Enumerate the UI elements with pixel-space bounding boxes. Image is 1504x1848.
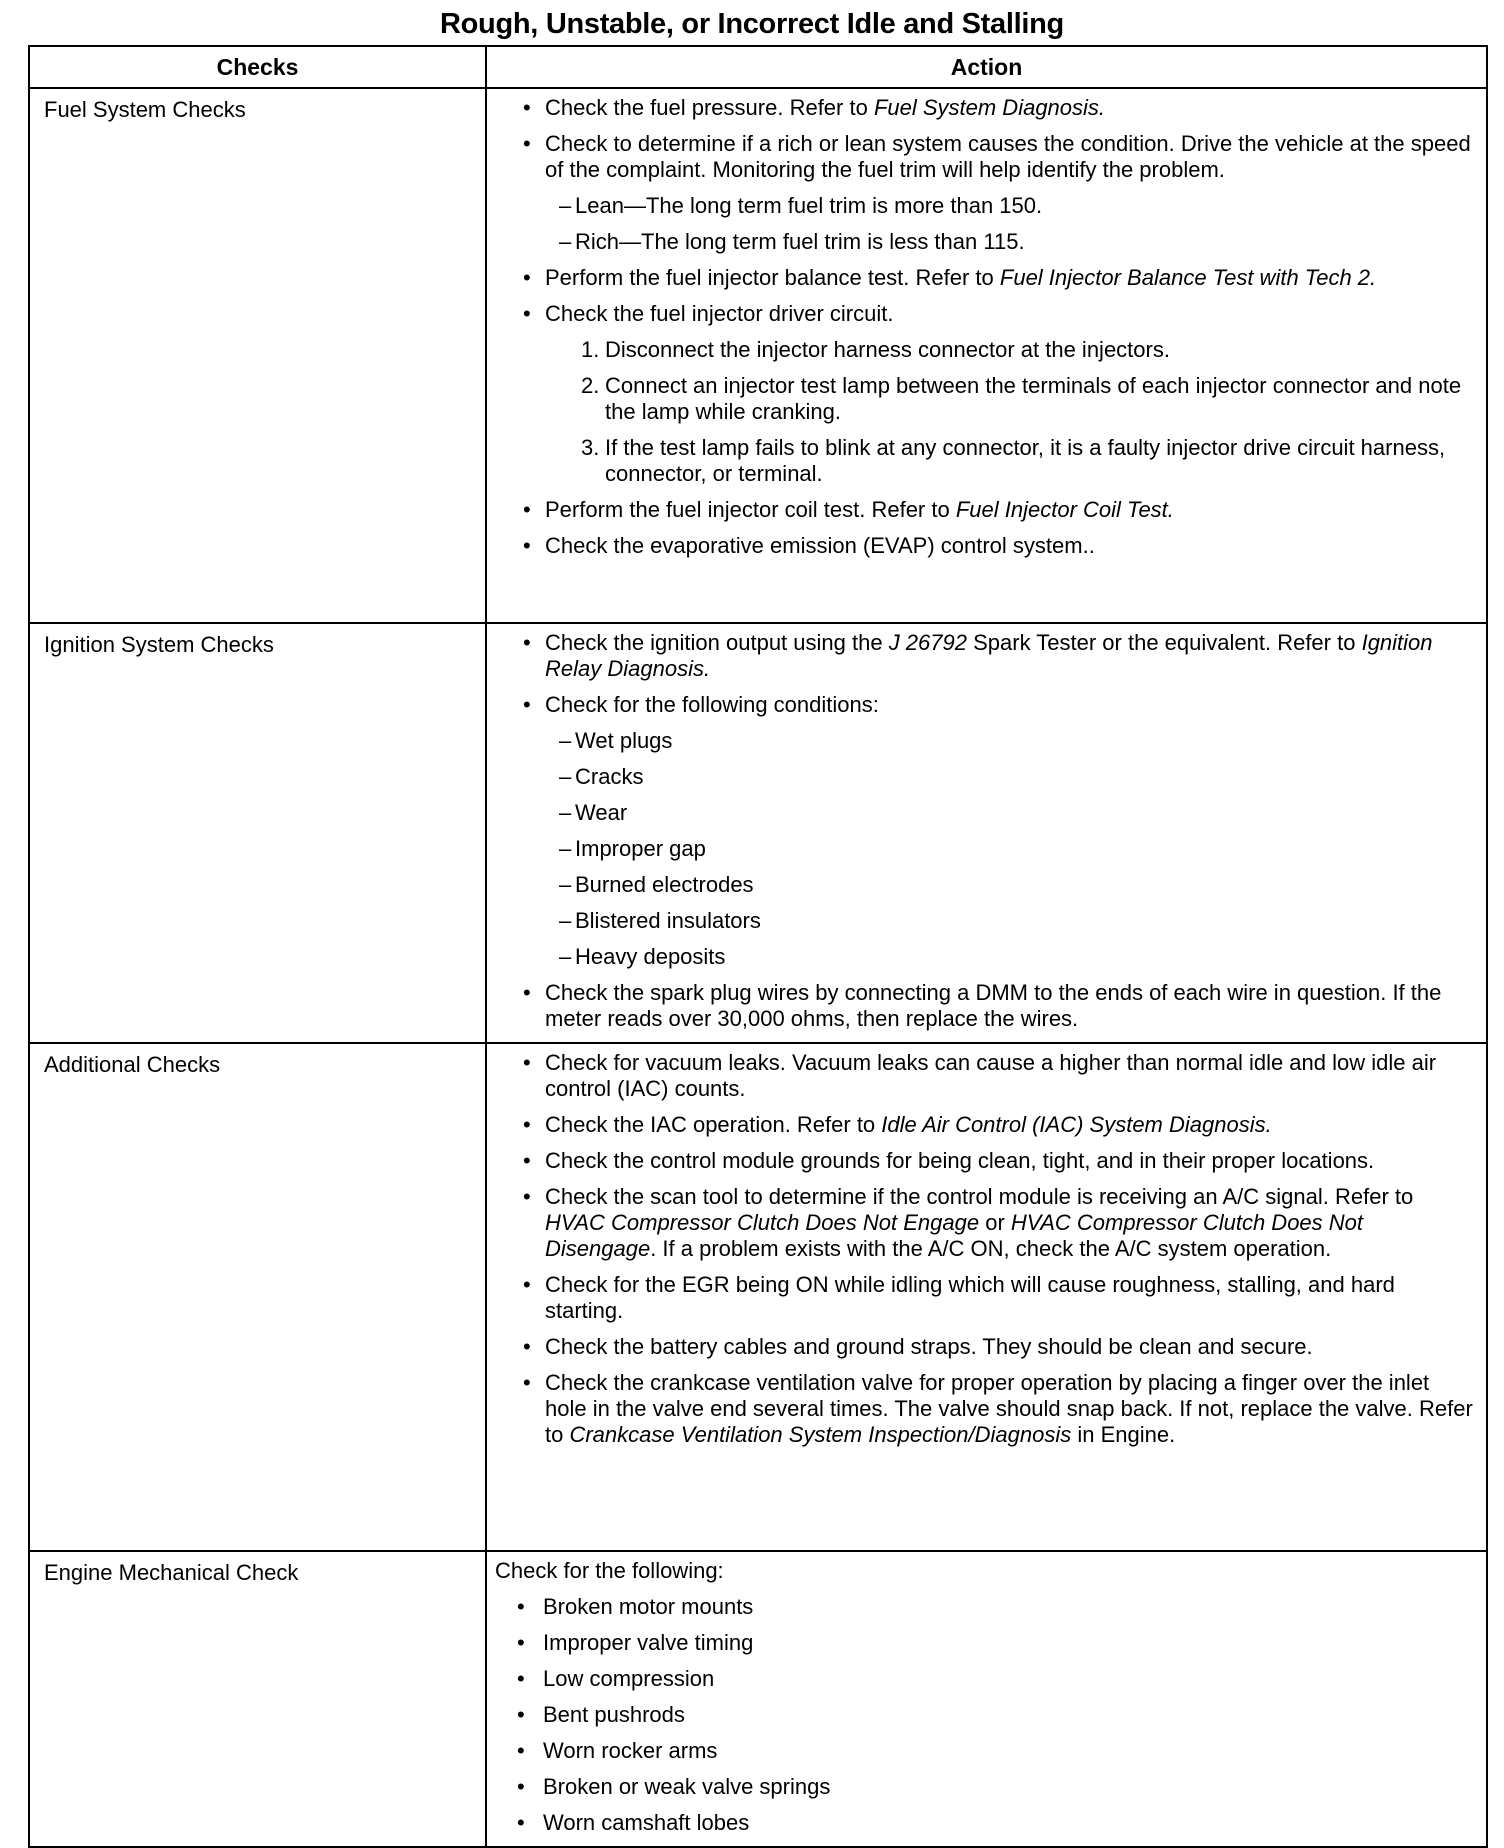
action-cell	[486, 623, 1487, 1043]
item-text: Connect an injector test lamp between the terminals of each injector connector and note the lamp while cranking.	[605, 373, 1462, 424]
list-item	[487, 692, 1476, 718]
list-item	[487, 193, 1476, 219]
reference-text: HVAC Compressor Clutch Does Not Disengage	[545, 1210, 1364, 1261]
reference-text: Idle Air Control (IAC) System Diagnosis.	[881, 1112, 1272, 1137]
item-text: Check the IAC operation. Refer to	[545, 1112, 882, 1137]
check-category: Additional Checks	[29, 1043, 486, 1551]
item-text: Check for the following:	[495, 1558, 724, 1583]
list-item	[487, 497, 1476, 523]
list-item	[487, 800, 1476, 826]
item-text: Check for the EGR being ON while idling which will cause roughness, stalling, and hard starting.	[545, 1272, 1395, 1323]
item-text: Check the crankcase ventilation valve for proper operation by placing a finger over the inlet hole in the valve end several times. The valve should snap back. If not, replace the valve. Refer to	[545, 1370, 1473, 1447]
list-item	[487, 630, 1476, 682]
list-marker: –	[559, 836, 572, 861]
item-text: Check to determine if a rich or lean system causes the condition. Drive the vehicle at the speed of the complaint. Monitoring the fuel trim will help identify the problem.	[545, 131, 1471, 182]
item-text: Improper gap	[575, 836, 706, 861]
list-item	[487, 908, 1476, 934]
list-item	[487, 229, 1476, 255]
item-text: Burned electrodes	[575, 872, 754, 897]
check-category: Engine Mechanical Check	[29, 1551, 486, 1847]
item-text: Broken or weak valve springs	[543, 1774, 831, 1799]
list-item	[487, 1184, 1476, 1262]
reference-text: Fuel Injector Balance Test with Tech 2.	[999, 265, 1377, 290]
list-item	[487, 1630, 1476, 1656]
list-item	[487, 872, 1476, 898]
list-item	[487, 435, 1476, 487]
item-text: Wear	[575, 800, 628, 825]
item-text: Check the fuel pressure. Refer to	[545, 95, 874, 120]
item-text: Cracks	[575, 764, 644, 789]
list-item	[487, 301, 1476, 327]
item-text: Heavy deposits	[575, 944, 726, 969]
list-item	[487, 1148, 1476, 1174]
item-text: Check the scan tool to determine if the control module is receiving an A/C signal. Refer to	[545, 1184, 1414, 1209]
item-text: Check the spark plug wires by connecting a DMM to the ends of each wire in question. If the meter reads over 30,000 ohms, then replace the wires.	[545, 980, 1442, 1031]
item-text: Worn rocker arms	[543, 1738, 718, 1763]
action-cell	[486, 88, 1487, 623]
check-category: Ignition System Checks	[29, 623, 486, 1043]
reference-text: Fuel Injector Coil Test.	[955, 497, 1174, 522]
header-checks: Checks	[29, 46, 486, 88]
item-text: in Engine.	[1071, 1422, 1176, 1447]
list-item	[487, 1810, 1476, 1836]
list-marker: –	[559, 229, 572, 254]
list-marker: –	[559, 800, 572, 825]
table-row	[29, 1043, 1487, 1551]
list-item	[487, 1558, 1476, 1584]
list-marker: –	[559, 728, 572, 753]
list-item	[487, 1702, 1476, 1728]
header-action: Action	[486, 46, 1487, 88]
item-text: or	[979, 1210, 1011, 1235]
action-cell	[486, 1043, 1487, 1551]
list-marker: –	[559, 193, 572, 218]
item-text: Broken motor mounts	[543, 1594, 754, 1619]
list-item	[487, 1334, 1476, 1360]
list-item	[487, 1738, 1476, 1764]
reference-text: Fuel System Diagnosis.	[873, 95, 1106, 120]
page-title: Rough, Unstable, or Incorrect Idle and Stalling	[440, 8, 1064, 40]
list-item	[487, 1272, 1476, 1324]
item-text: Blistered insulators	[575, 908, 761, 933]
list-item	[487, 265, 1476, 291]
reference-text: Ignition Relay Diagnosis.	[545, 630, 1433, 681]
table-row	[29, 88, 1487, 623]
item-text: Check the fuel injector driver circuit.	[545, 301, 894, 326]
item-text: Lean—The long term fuel trim is more than 150.	[575, 193, 1043, 218]
item-text: Check for vacuum leaks. Vacuum leaks can cause a higher than normal idle and low idle air control (IAC) counts.	[545, 1050, 1437, 1101]
list-item	[487, 533, 1476, 559]
list-marker: 2.	[581, 373, 600, 398]
reference-text: HVAC Compressor Clutch Does Not Engage	[545, 1210, 980, 1235]
list-marker: –	[559, 872, 572, 897]
table-row	[29, 623, 1487, 1043]
list-marker: –	[559, 908, 572, 933]
list-item	[487, 337, 1476, 363]
item-text: Wet plugs	[575, 728, 673, 753]
item-text: Improper valve timing	[543, 1630, 754, 1655]
item-text: Perform the fuel injector coil test. Refer to	[545, 497, 956, 522]
list-marker: 1.	[581, 337, 600, 362]
item-text: Check for the following conditions:	[545, 692, 879, 717]
list-marker: –	[559, 944, 572, 969]
list-item	[487, 1666, 1476, 1692]
list-item	[487, 1050, 1476, 1102]
item-text: Check the battery cables and ground straps. They should be clean and secure.	[545, 1334, 1313, 1359]
table-header-row	[29, 46, 1487, 88]
list-item	[487, 980, 1476, 1032]
list-item	[487, 1594, 1476, 1620]
item-text: Bent pushrods	[543, 1702, 685, 1727]
item-text: Low compression	[543, 1666, 715, 1691]
list-marker: –	[559, 764, 572, 789]
check-category: Fuel System Checks	[29, 88, 486, 623]
list-item	[487, 764, 1476, 790]
item-text: Check the ignition output using the	[545, 630, 889, 655]
table-row	[29, 1551, 1487, 1847]
list-marker: 3.	[581, 435, 600, 460]
reference-text: Crankcase Ventilation System Inspection/Diagnosis	[569, 1422, 1072, 1447]
list-item	[487, 728, 1476, 754]
reference-text: J 26792	[888, 630, 967, 655]
item-text: Worn camshaft lobes	[543, 1810, 750, 1835]
item-text: Rich—The long term fuel trim is less than 115.	[575, 229, 1025, 254]
item-text: Check the evaporative emission (EVAP) control system..	[545, 533, 1095, 558]
action-cell	[486, 1551, 1487, 1847]
list-item	[487, 836, 1476, 862]
item-text: Check the control module grounds for being clean, tight, and in their proper locations.	[545, 1148, 1375, 1173]
item-text: Disconnect the injector harness connector at the injectors.	[605, 337, 1170, 362]
list-item	[487, 1370, 1476, 1448]
list-item	[487, 944, 1476, 970]
item-text: Perform the fuel injector balance test. Refer to	[545, 265, 1000, 290]
list-item	[487, 373, 1476, 425]
item-text: . If a problem exists with the A/C ON, check the A/C system operation.	[650, 1236, 1332, 1261]
diagnosis-table	[28, 45, 1488, 1848]
list-item	[487, 95, 1476, 121]
item-text: Spark Tester or the equivalent. Refer to	[966, 630, 1362, 655]
list-item	[487, 1112, 1476, 1138]
item-text: If the test lamp fails to blink at any connector, it is a faulty injector drive circuit harness, connector, or terminal.	[605, 435, 1446, 486]
list-item	[487, 131, 1476, 183]
list-item	[487, 1774, 1476, 1800]
